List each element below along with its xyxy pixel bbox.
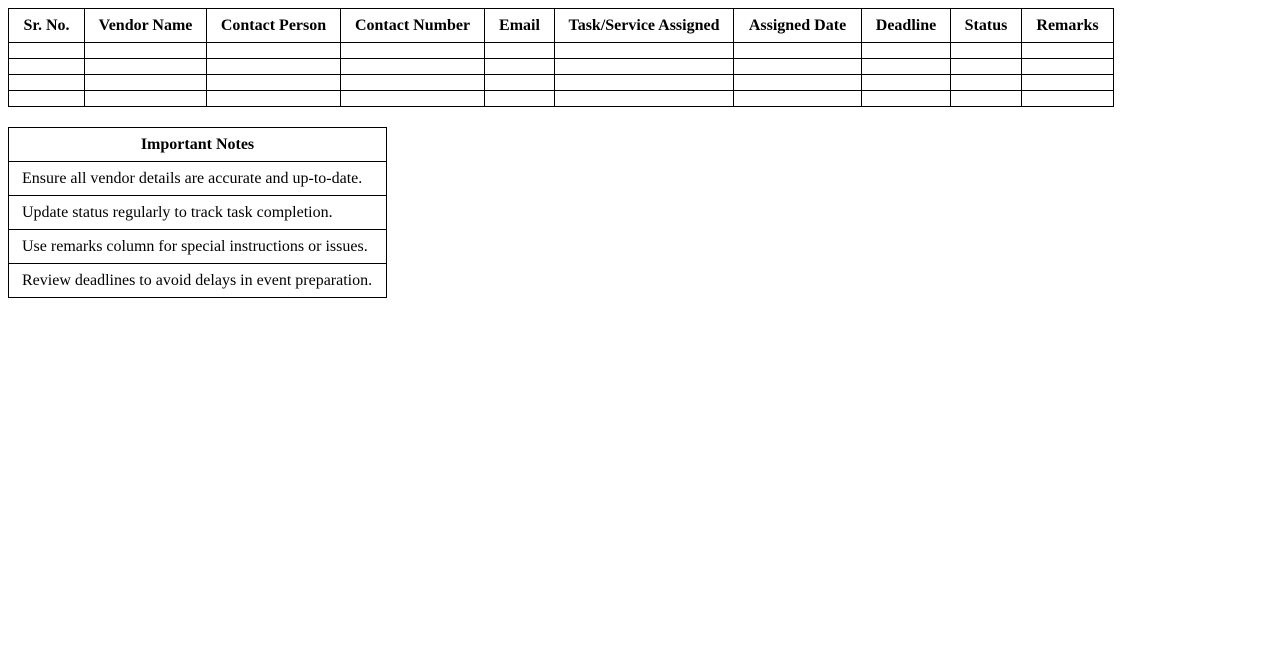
- col-header-vendor-name: Vendor Name: [85, 9, 207, 43]
- vendor-cell-empty: [555, 43, 734, 59]
- vendor-cell-empty: [951, 43, 1022, 59]
- vendor-cell-empty: [1022, 59, 1114, 75]
- document-page: [0, 0, 1278, 306]
- vendor-table-body: [9, 43, 1114, 107]
- vendor-cell-empty: [862, 91, 951, 107]
- note-text: Ensure all vendor details are accurate and up-to-date.: [9, 162, 387, 196]
- note-text: Review deadlines to avoid delays in event preparation.: [9, 264, 387, 298]
- table-row: [9, 43, 1114, 59]
- note-text: Use remarks column for special instructions or issues.: [9, 230, 387, 264]
- vendor-cell-empty: [9, 75, 85, 91]
- vendor-cell-empty: [9, 43, 85, 59]
- vendor-cell-empty: [85, 91, 207, 107]
- col-header-email: Email: [485, 9, 555, 43]
- vendor-cell-empty: [555, 75, 734, 91]
- vendor-cell-empty: [1022, 43, 1114, 59]
- col-header-assigned-date: Assigned Date: [734, 9, 862, 43]
- vendor-cell-empty: [341, 59, 485, 75]
- vendor-cell-empty: [9, 59, 85, 75]
- vendor-cell-empty: [951, 75, 1022, 91]
- vendor-cell-empty: [207, 59, 341, 75]
- vendor-cell-empty: [485, 91, 555, 107]
- table-row: [9, 75, 1114, 91]
- important-notes-table: [8, 127, 387, 298]
- table-row: [9, 59, 1114, 75]
- vendor-cell-empty: [85, 75, 207, 91]
- notes-header-row: [9, 128, 387, 162]
- col-header-sr-no: Sr. No.: [9, 9, 85, 43]
- list-item: [9, 230, 387, 264]
- vendor-cell-empty: [485, 59, 555, 75]
- vendor-cell-empty: [207, 91, 341, 107]
- vendor-cell-empty: [951, 91, 1022, 107]
- vendor-cell-empty: [85, 43, 207, 59]
- col-header-task-service-assigned: Task/Service Assigned: [555, 9, 734, 43]
- vendor-cell-empty: [1022, 75, 1114, 91]
- list-item: [9, 162, 387, 196]
- col-header-status: Status: [951, 9, 1022, 43]
- col-header-deadline: Deadline: [862, 9, 951, 43]
- vendor-cell-empty: [555, 91, 734, 107]
- list-item: [9, 196, 387, 230]
- col-header-remarks: Remarks: [1022, 9, 1114, 43]
- note-text: Update status regularly to track task completion.: [9, 196, 387, 230]
- vendor-cell-empty: [9, 91, 85, 107]
- vendor-cell-empty: [85, 59, 207, 75]
- vendor-cell-empty: [341, 91, 485, 107]
- vendor-cell-empty: [734, 75, 862, 91]
- notes-title: Important Notes: [9, 128, 387, 162]
- vendor-cell-empty: [341, 75, 485, 91]
- vendor-cell-empty: [555, 59, 734, 75]
- vendor-cell-empty: [734, 59, 862, 75]
- vendor-cell-empty: [485, 75, 555, 91]
- col-header-contact-person: Contact Person: [207, 9, 341, 43]
- list-item: [9, 264, 387, 298]
- vendor-cell-empty: [207, 75, 341, 91]
- col-header-contact-number: Contact Number: [341, 9, 485, 43]
- vendor-cell-empty: [951, 59, 1022, 75]
- vendor-cell-empty: [207, 43, 341, 59]
- vendor-cell-empty: [862, 43, 951, 59]
- vendor-cell-empty: [862, 75, 951, 91]
- vendor-cell-empty: [734, 43, 862, 59]
- vendor-cell-empty: [734, 91, 862, 107]
- vendor-cell-empty: [341, 43, 485, 59]
- vendor-task-table: [8, 8, 1114, 107]
- vendor-cell-empty: [1022, 91, 1114, 107]
- notes-table-body: [9, 162, 387, 298]
- vendor-cell-empty: [862, 59, 951, 75]
- table-row: [9, 91, 1114, 107]
- vendor-cell-empty: [485, 43, 555, 59]
- vendor-table-header-row: [9, 9, 1114, 43]
